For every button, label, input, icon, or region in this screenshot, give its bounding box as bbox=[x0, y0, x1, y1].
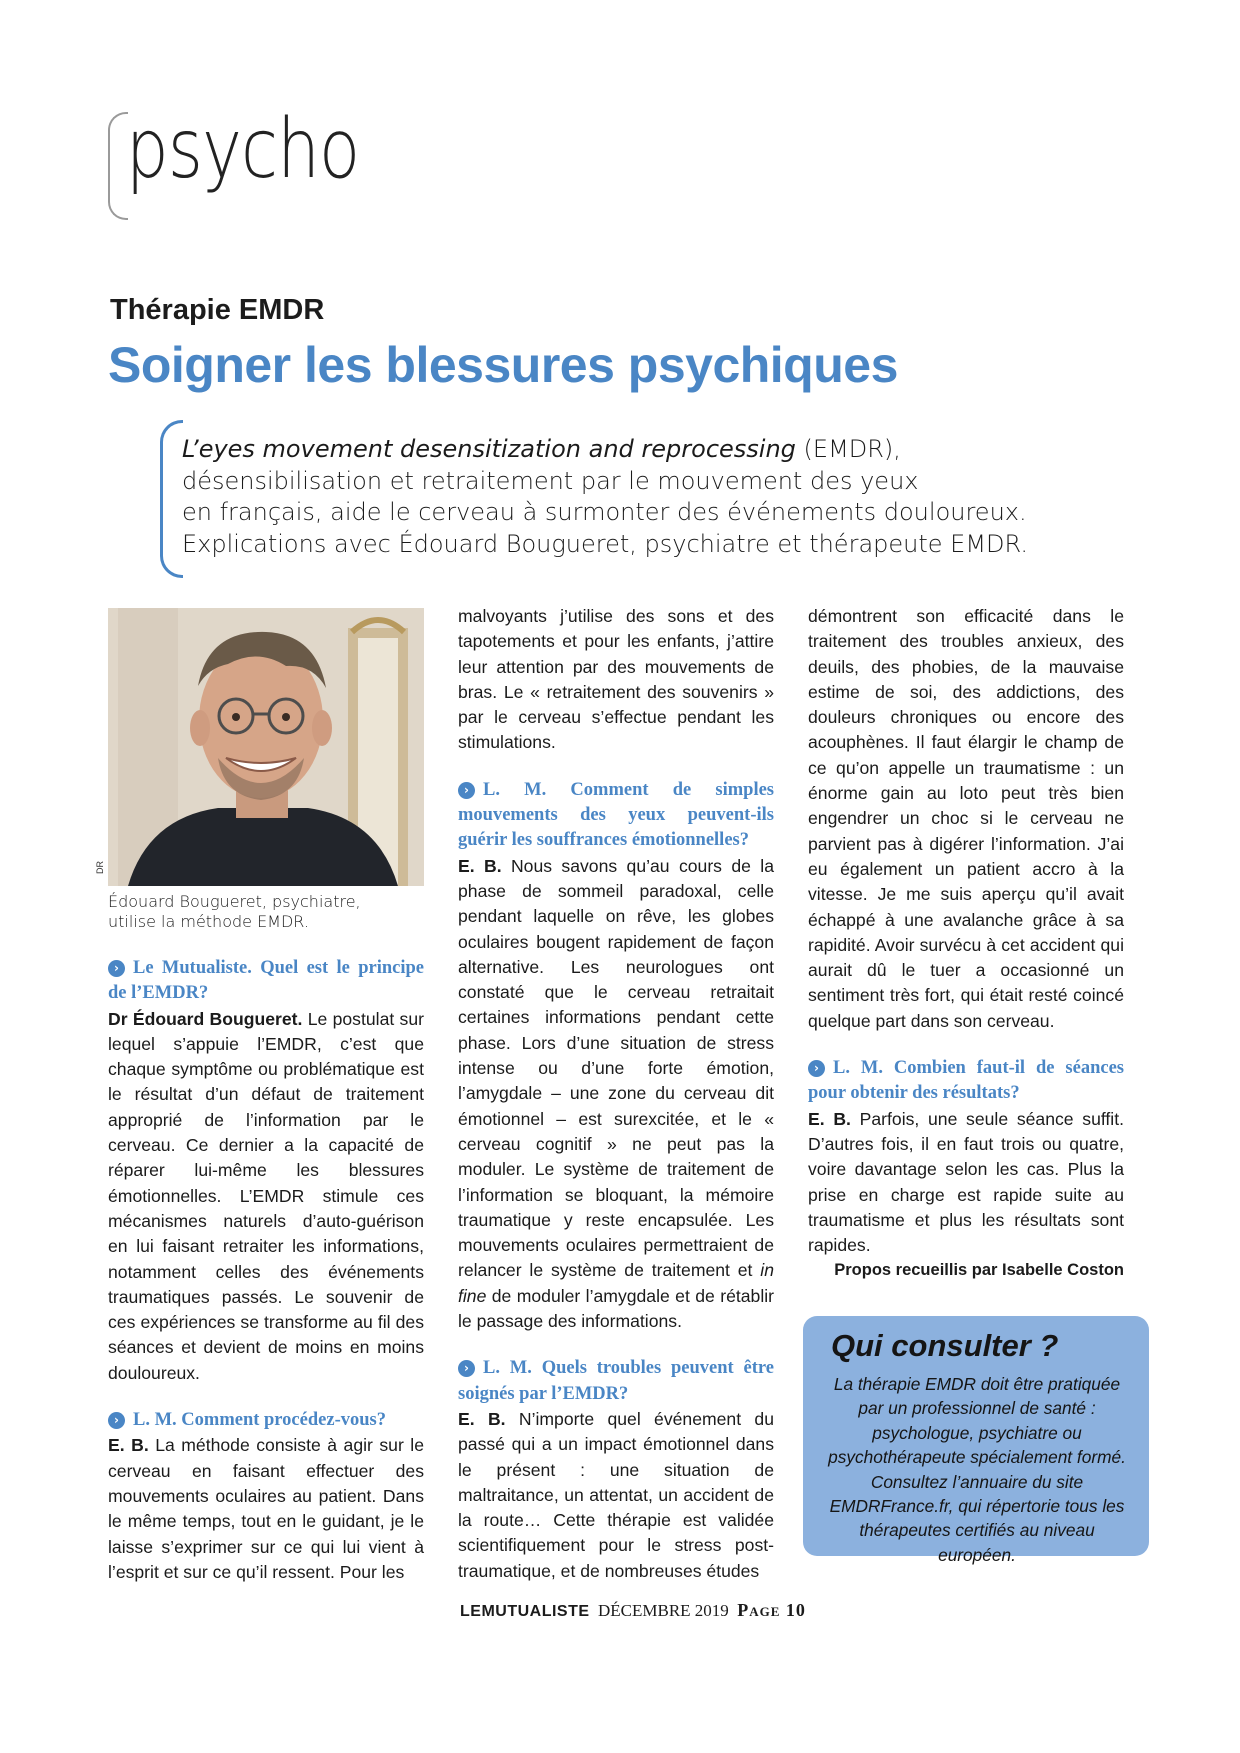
article-kicker: Thérapie EMDR bbox=[110, 294, 325, 326]
answer-text: Parfois, une seule séance suffit. D’autres fois, il en faut trois ou quatre, voire davantage selon les cas. Plus la prise en charge est rapide suite au traumatisme et plus les résultats sont rapides. bbox=[808, 1108, 1124, 1256]
article-intro bbox=[182, 434, 1142, 560]
speaker-label: Dr Édouard Bougueret. bbox=[108, 1008, 303, 1029]
column-3 bbox=[808, 604, 1124, 1284]
intro-acronym: (EMDR), bbox=[795, 435, 901, 463]
question-text: Le Mutualiste. Quel est le principe de l’EMDR? bbox=[108, 958, 424, 1004]
rubric-label: psycho bbox=[126, 102, 360, 197]
answer-paragraph bbox=[808, 1107, 1124, 1259]
question-heading bbox=[458, 1356, 774, 1407]
chevron-right-circle-icon: › bbox=[808, 1060, 825, 1077]
intro-line-2: désensibilisation et retraitement par le mouvement des yeux bbox=[182, 466, 919, 495]
question-text: L. M. Comment procédez-vous? bbox=[133, 1410, 386, 1431]
answer-text: de moduler l’amygdale et de rétablir le passage des informations. bbox=[458, 1285, 774, 1332]
chevron-right-circle-icon: › bbox=[458, 1360, 475, 1377]
question-heading bbox=[808, 1056, 1124, 1107]
info-box-title: Qui consulter ? bbox=[831, 1328, 1059, 1363]
answer-paragraph bbox=[458, 854, 774, 1335]
answer-text: Nous savons qu’au cours de la phase de sommeil paradoxal, celle pendant laquelle on rêve, les globes oculaires bougent rapidement de façon alternative. Les neurologues ont constaté que le cerveau retraitait certaines informations pendant cette phase. Lors d’une situation de stress intense ou d’une forte émotion, l’amygdale – une zone du cerveau dit émotionnel – est surexcitée, et le « cerveau cognitif » ne peut pas la moduler. Le système de traitement de l’information se bloquant, la mémoire traumatique y reste encapsulée. Les mouvements oculaires permettraient de relancer le système de traitement et bbox=[458, 855, 774, 1281]
answer-continuation: démontrent son efficacité dans le traitement des troubles anxieux, des deuils, des phobies, de la mauvaise estime de soi, des addictions, des douleurs chroniques ou encore des acouphènes. Il faut élargir le champ de ce qu’on appelle un traumatisme : un énorme gain au loto peut très bien engendrer un choc si le cerveau ne parvient pas à digérer l’information. J’ai eu également un patient accro à la vitesse. Je me suis aperçu qu’il avait échappé à une avalanche grâce à sa rapidité. Avoir survécu à cet accident qui aurait dû le tuer a occasionné un sentiment très fort, qui était resté coincé quelque part dans son cerveau. bbox=[808, 606, 1124, 1031]
caption-line-1: Édouard Bougueret, psychiatre, bbox=[108, 892, 361, 911]
answer-text: Le postulat sur lequel s’appuie l’EMDR, c’est que chaque symptôme ou problématique est le résultat d’un défaut de traitement approprié de l’information par le cerveau. Ce dernier a la capacité de réparer lui-même les blessures émotionnelles. L’EMDR stimule ces mécanismes naturels d’auto-guérison en lui faisant retraiter les informations, notamment celles des événements traumatiques passés. Le souvenir de ces expériences se transforme au fil des séances et devient de moins en moins douloureux. bbox=[108, 1008, 424, 1383]
photo-credit: DR bbox=[95, 861, 105, 874]
photo-caption bbox=[108, 892, 438, 932]
info-box-text: La thérapie EMDR doit être pratiquée par un professionnel de santé : psychologue, psychiatre ou psychothérapeute spécialement formé. Consultez l’annuaire du site EMDRFrance.fr, qui répertorie tous les thérapeutes certifiés au niveau européen. bbox=[828, 1374, 1126, 1565]
rubric-bracket bbox=[108, 112, 128, 220]
magazine-name: LEMUTUALISTE bbox=[460, 1603, 590, 1620]
answer-text: N’importe quel événement du passé qui a un impact émotionnel dans le présent : une situation de maltraitance, un attentat, un accident de la route… Cette thérapie est validée scientifiquement pour le stress post-traumatique, et de nombreuses études bbox=[458, 1408, 774, 1581]
issue-date: DÉCEMBRE 2019 bbox=[598, 1601, 729, 1620]
portrait-illustration bbox=[108, 608, 424, 886]
speaker-label: E. B. bbox=[108, 1435, 149, 1456]
page-number: Page 10 bbox=[737, 1600, 806, 1620]
info-box bbox=[803, 1316, 1149, 1565]
page-footer bbox=[460, 1600, 806, 1621]
column-1 bbox=[108, 956, 424, 1585]
chevron-right-circle-icon: › bbox=[108, 1412, 125, 1429]
question-text: L. M. Combien faut-il de séances pour obtenir des résultats? bbox=[808, 1058, 1124, 1104]
answer-paragraph bbox=[458, 1407, 774, 1584]
question-heading bbox=[108, 956, 424, 1007]
author-signature: Propos recueillis par Isabelle Coston bbox=[834, 1261, 1124, 1280]
intro-line-3: en français, aide le cerveau à surmonter des événements douloureux. bbox=[182, 498, 1027, 526]
answer-paragraph bbox=[108, 1007, 424, 1386]
intro-line-4: Explications avec Édouard Bougueret, psychiatre et thérapeute EMDR. bbox=[182, 529, 1028, 558]
question-text: L. M. Comment de simples mouvements des yeux peuvent-ils guérir les souffrances émotionnelles? bbox=[458, 779, 774, 851]
portrait-photo bbox=[108, 608, 424, 886]
column-2 bbox=[458, 604, 774, 1584]
answer-continuation: malvoyants j’utilise des sons et des tapotements et pour les enfants, j’attire leur attention par des mouvements de bras. Le « retraitement des souvenirs » par le cerveau s’effectue pendant les stimulations. bbox=[458, 606, 774, 753]
intro-english-term: L’eyes movement desensitization and reprocessing bbox=[182, 435, 796, 463]
caption-line-2: utilise la méthode EMDR. bbox=[108, 912, 309, 931]
speaker-label: E. B. bbox=[458, 855, 502, 876]
answer-paragraph bbox=[108, 1433, 424, 1585]
question-heading bbox=[458, 778, 774, 854]
article-headline: Soigner les blessures psychiques bbox=[108, 337, 898, 393]
intro-line-1 bbox=[182, 434, 1142, 466]
answer-text: La méthode consiste à agir sur le cerveau en faisant effectuer des mouvements oculaires au patient. Dans le même temps, tout en le guidant, je le laisse s’exprimer sur ce qui lui vient à l’esprit et sur ce qu’il ressent. Pour les bbox=[108, 1435, 424, 1582]
chevron-right-circle-icon: › bbox=[108, 960, 125, 977]
question-text: L. M. Quels troubles peuvent être soignés par l’EMDR? bbox=[458, 1358, 774, 1404]
speaker-label: E. B. bbox=[458, 1408, 506, 1429]
latin-term: in fine bbox=[458, 1260, 774, 1306]
chapo-bracket bbox=[160, 420, 183, 578]
question-heading bbox=[108, 1408, 424, 1433]
chevron-right-circle-icon: › bbox=[458, 782, 475, 799]
speaker-label: E. B. bbox=[808, 1108, 851, 1129]
